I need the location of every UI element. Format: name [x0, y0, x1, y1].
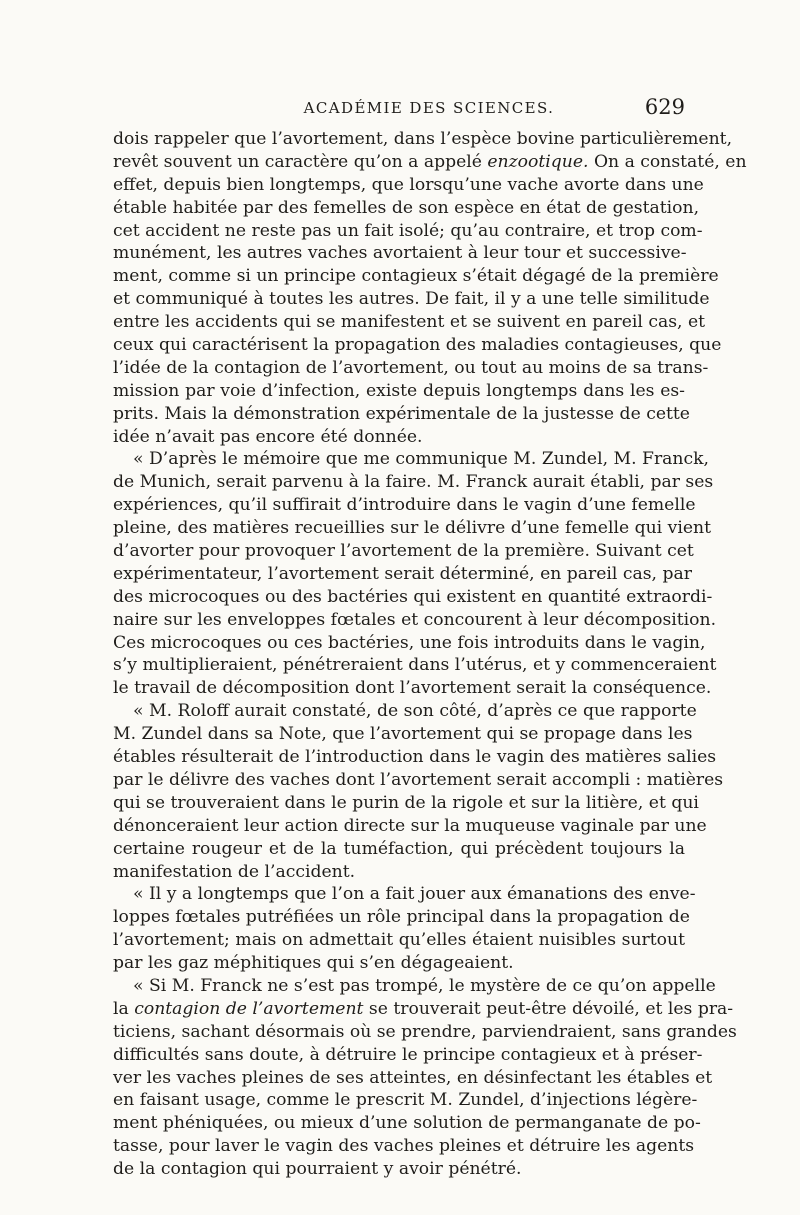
text-segment: dénonceraient leur action directe sur la muqueuse vaginale par une — [113, 815, 707, 836]
text-line — [113, 769, 724, 792]
text-segment: effet, depuis bien longtemps, que lorsqu’une vache avorte dans une — [113, 174, 704, 195]
text-segment: l’avortement; mais on admettait qu’elles étaient nuisibles surtout — [113, 930, 685, 951]
text-segment: loppes fœtales putréfiées un rôle principal dans la propagation de — [113, 907, 690, 928]
running-title: ACADÉMIE DES SCIENCES. — [303, 99, 555, 117]
text-line — [113, 838, 685, 861]
text-segment: ticiens, sachant désormais où se prendre, parviendraient, sans grandes — [113, 1021, 737, 1042]
italic-term: contagion de l’avortement — [134, 998, 364, 1019]
text-line — [113, 952, 685, 975]
text-segment: prits. Mais la démonstration expérimentale de la justesse de cette — [113, 403, 690, 424]
text-line — [113, 929, 685, 952]
text-line — [113, 334, 722, 357]
text-line — [113, 151, 747, 174]
text-segment: d’avorter pour provoquer l’avortement de la première. Suivant cet — [113, 541, 694, 562]
text-segment: On a constaté, en — [588, 151, 747, 172]
text-line — [113, 288, 710, 311]
text-line — [113, 700, 697, 723]
text-line — [113, 861, 685, 884]
text-segment: entre les accidents qui se manifestent et se suivent en pareil cas, et — [113, 312, 706, 333]
text-line — [113, 1021, 737, 1044]
text-segment: des microcoques ou des bactéries qui existent en quantité extraordi- — [113, 586, 713, 607]
text-line — [113, 220, 703, 243]
text-line — [113, 1158, 685, 1181]
text-segment: pleine, des matières recueillies sur le délivre d’une femelle qui vient — [113, 518, 711, 539]
text-line — [113, 242, 685, 265]
text-segment: l’idée de la contagion de l’avortement, ou tout au moins de sa trans- — [113, 357, 709, 378]
text-line — [113, 632, 706, 655]
text-segment: le travail de décomposition dont l’avortement serait la conséquence. — [113, 678, 712, 699]
text-line — [113, 1044, 703, 1067]
text-segment: mission par voie d’infection, existe depuis longtemps dans les es- — [113, 380, 685, 401]
text-segment: « D’après le mémoire que me communique M. Zundel, M. Franck, — [133, 449, 709, 470]
text-line — [113, 677, 712, 700]
text-segment: par le délivre des vaches dont l’avortement serait accompli : matières — [113, 769, 724, 790]
text-line — [113, 746, 717, 769]
text-segment: et communiqué à toutes les autres. De fait, il y a une telle similitude — [113, 289, 710, 310]
text-line — [113, 357, 709, 380]
text-segment: idée n’avait pas encore été donnée. — [113, 426, 423, 447]
paragraph — [113, 700, 724, 883]
text-line — [113, 792, 699, 815]
paragraph — [113, 883, 696, 975]
text-segment: se trouverait peut-être dévoilé, et les pra- — [363, 998, 734, 1019]
text-segment: étables résulterait de l’introduction dans le vagin des matières salies — [113, 747, 717, 768]
text-segment: ceux qui caractérisent la propagation des maladies contagieuses, que — [113, 335, 722, 356]
text-segment: cet accident ne reste pas un fait isolé; qu’au contraire, et trop com- — [113, 220, 703, 241]
text-segment: s’y multiplieraient, pénétreraient dans l’utérus, et y commenceraient — [113, 655, 717, 676]
text-segment: tasse, pour laver le vagin des vaches pleines et détruire les agents — [113, 1136, 695, 1157]
text-segment: la — [113, 998, 135, 1019]
text-line — [113, 517, 711, 540]
text-segment: naire sur les enveloppes fœtales et concourent à leur décomposition. — [113, 609, 717, 630]
text-segment: Ces microcoques ou ces bactéries, une fois introduits dans le vagin, — [113, 632, 706, 653]
text-line — [113, 815, 707, 838]
text-segment: revêt souvent un caractère qu’on a appelé — [113, 151, 488, 172]
text-line — [113, 197, 700, 220]
text-segment: certaine rougeur et de la tuméfaction, qui précèdent toujours la — [113, 838, 685, 859]
text-line — [113, 448, 709, 471]
text-line — [113, 1089, 698, 1112]
text-line — [113, 265, 719, 288]
text-segment: « Il y a longtemps que l’on a fait jouer aux émanations des enve- — [133, 884, 696, 905]
text-line — [113, 563, 692, 586]
text-segment: qui se trouveraient dans le purin de la rigole et sur la litière, et qui — [113, 792, 699, 813]
text-segment: « M. Roloff aurait constaté, de son côté, d’après ce que rapporte — [133, 701, 697, 722]
text-segment: « Si M. Franck ne s’est pas trompé, le mystère de ce qu’on appelle — [133, 975, 716, 996]
text-line — [113, 1112, 701, 1135]
text-line — [113, 723, 693, 746]
text-line — [113, 906, 690, 929]
text-segment: par les gaz méphitiques qui s’en dégageaient. — [113, 953, 514, 974]
paragraph — [113, 128, 747, 448]
text-segment: étable habitée par des femelles de son espèce en état de gestation, — [113, 197, 700, 218]
text-line — [113, 586, 713, 609]
text-segment: ver les vaches pleines de ses atteintes, en désinfectant les étables et — [113, 1067, 713, 1088]
text-segment: munément, les autres vaches avortaient à leur tour et successive- — [113, 243, 687, 264]
text-line — [113, 883, 696, 906]
text-line — [113, 380, 685, 403]
text-segment: de Munich, serait parvenu à la faire. M. Franck aurait établi, par ses — [113, 472, 714, 493]
text-line — [113, 654, 717, 677]
text-line — [113, 975, 716, 998]
page-header — [113, 95, 685, 121]
text-line — [113, 471, 714, 494]
paragraph — [113, 448, 717, 700]
text-line — [113, 1135, 695, 1158]
text-segment: M. Zundel dans sa Note, que l’avortement qui se propage dans les — [113, 724, 693, 745]
text-line — [113, 311, 706, 334]
text-segment: ment phéniquées, ou mieux d’une solution de permanganate de po- — [113, 1113, 701, 1134]
text-segment: en faisant usage, comme le prescrit M. Zundel, d’injections légère- — [113, 1090, 698, 1111]
text-segment: expériences, qu’il suffirait d’introduire dans le vagin d’une femelle — [113, 495, 696, 516]
text-segment: dois rappeler que l’avortement, dans l’espèce bovine particulièrement, — [113, 129, 733, 149]
text-line — [113, 540, 694, 563]
body-text — [113, 128, 747, 1181]
text-segment: de la contagion qui pourraient y avoir pénétré. — [113, 1159, 522, 1180]
page-number: 629 — [644, 95, 685, 119]
text-segment: manifestation de l’accident. — [113, 861, 356, 882]
text-line — [113, 494, 696, 517]
text-line — [113, 609, 717, 632]
text-line — [113, 426, 685, 449]
text-segment: ment, comme si un principe contagieux s’était dégagé de la première — [113, 266, 719, 287]
text-line — [113, 174, 704, 197]
text-line — [113, 403, 690, 426]
paragraph — [113, 975, 737, 1181]
italic-term: enzootique. — [487, 151, 589, 172]
text-segment: difficultés sans doute, à détruire le principe contagieux et à préser- — [113, 1044, 703, 1065]
text-line — [113, 1067, 713, 1090]
text-segment: expérimentateur, l’avortement serait déterminé, en pareil cas, par — [113, 563, 692, 584]
text-line — [113, 128, 733, 151]
text-line — [113, 998, 734, 1021]
